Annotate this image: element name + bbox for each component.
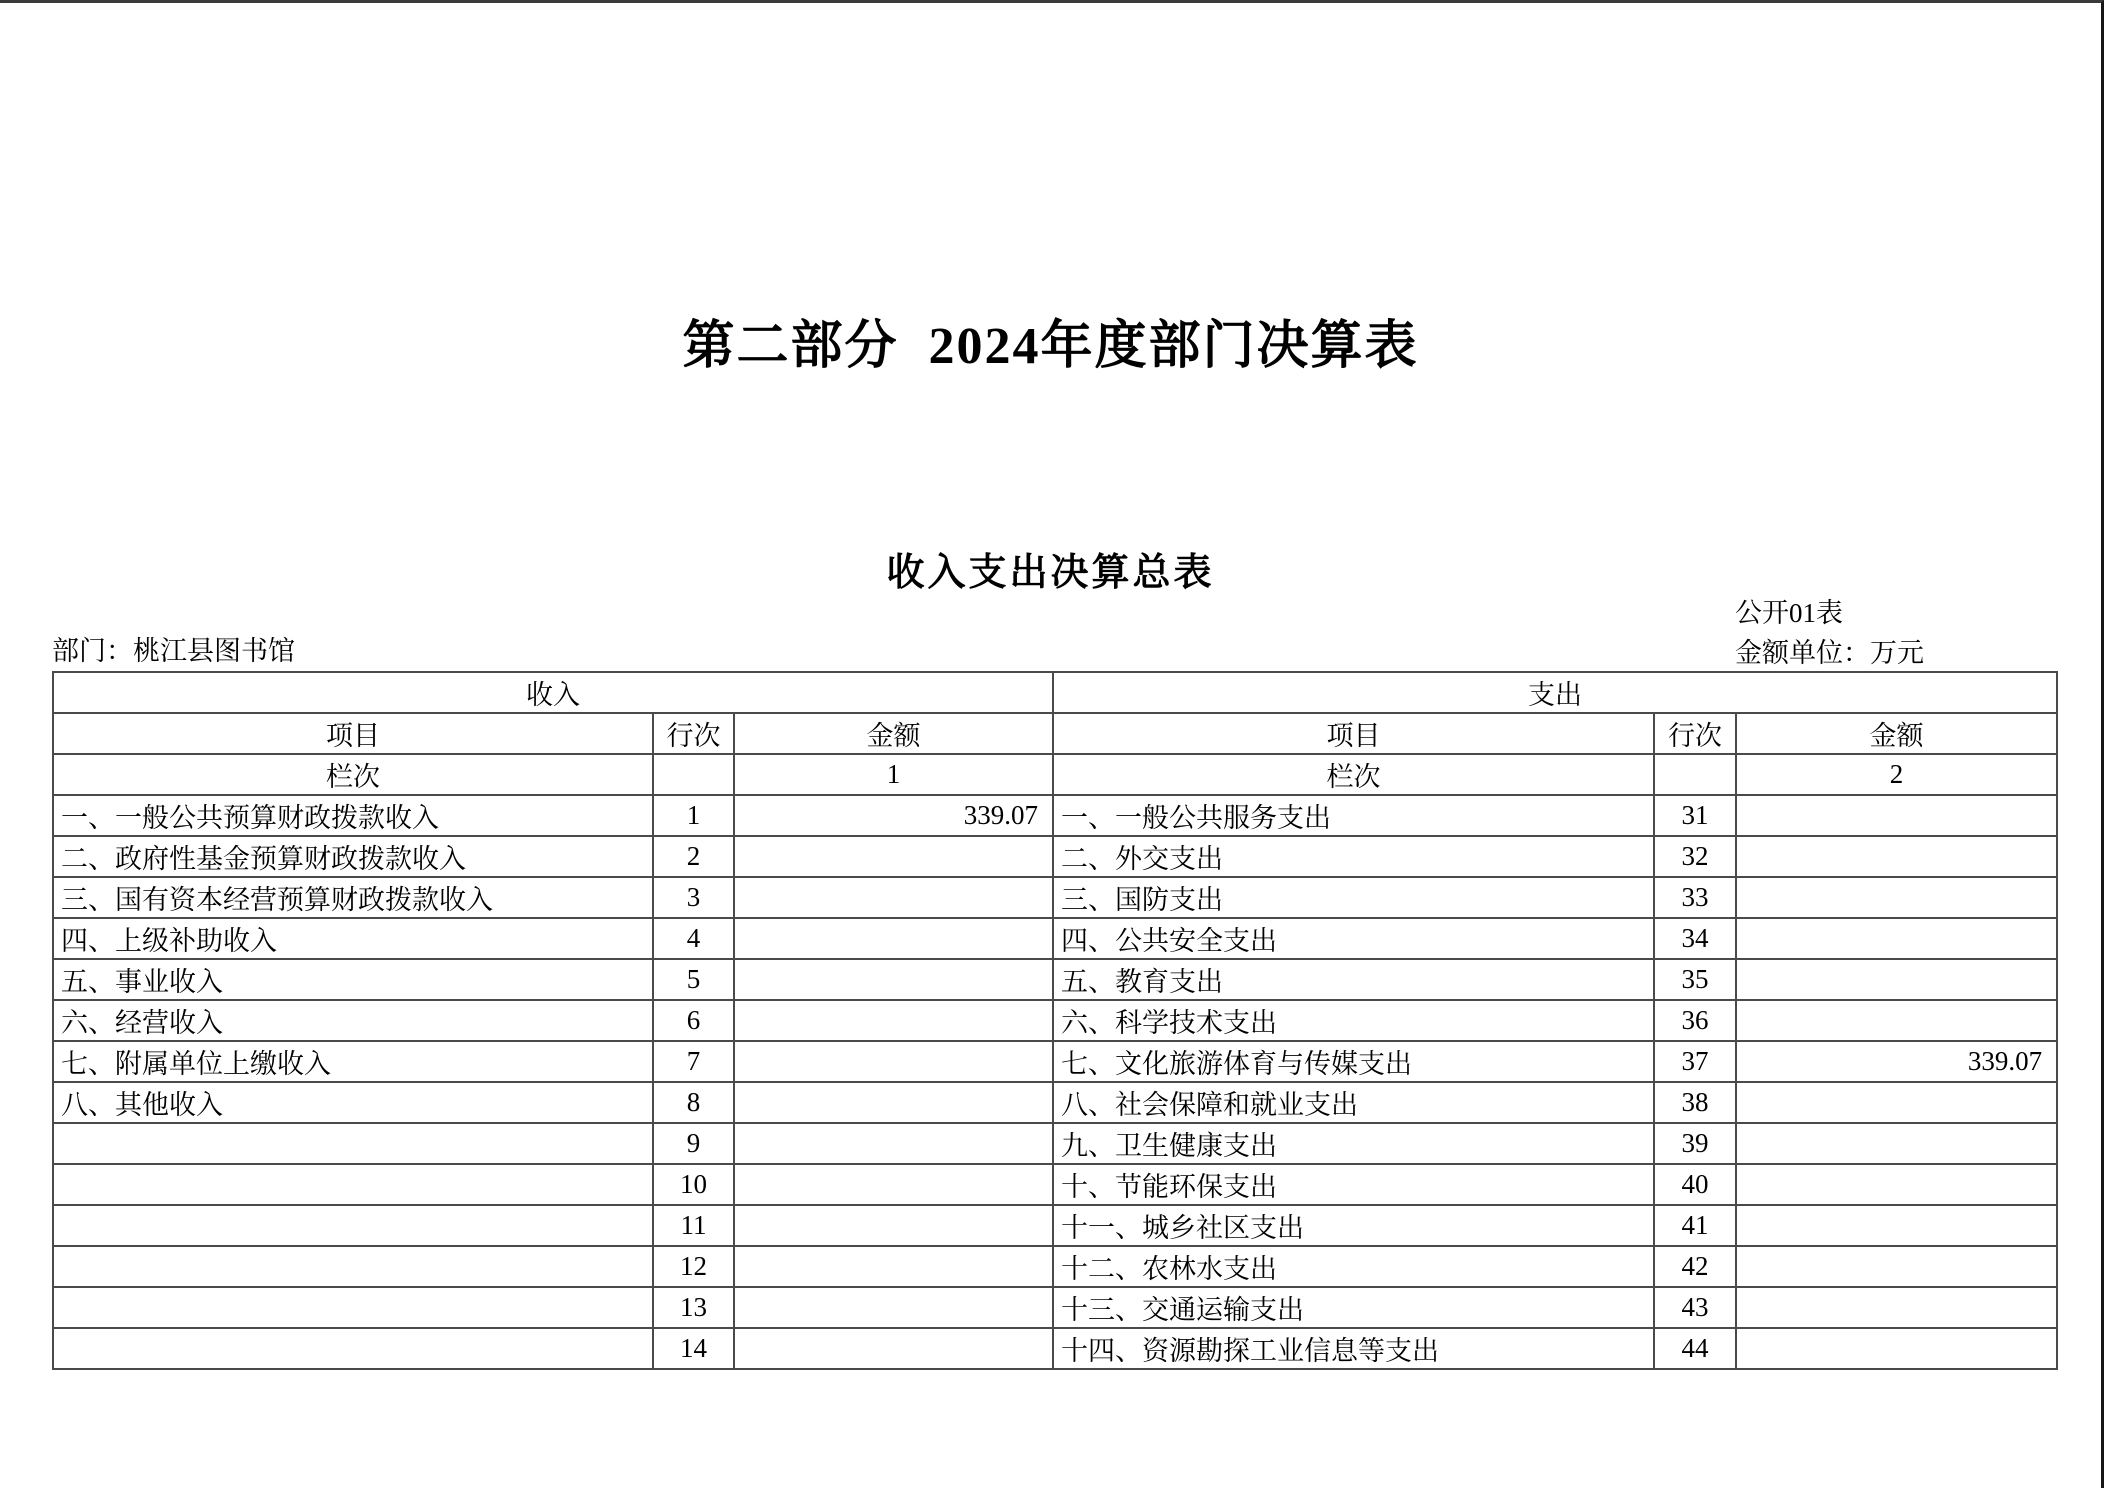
income-item-header: 项目 xyxy=(53,713,653,754)
income-item-cell xyxy=(53,1328,653,1369)
expense-item-cell: 十四、资源勘探工业信息等支出 xyxy=(1053,1328,1654,1369)
income-item-cell xyxy=(53,1164,653,1205)
expense-amount-cell xyxy=(1736,1082,2057,1123)
expense-index-label: 栏次 xyxy=(1053,754,1654,795)
expense-rowno-cell: 40 xyxy=(1654,1164,1736,1205)
expense-item-cell: 一、一般公共服务支出 xyxy=(1053,795,1654,836)
expense-rowno-cell: 41 xyxy=(1654,1205,1736,1246)
income-item-cell: 二、政府性基金预算财政拨款收入 xyxy=(53,836,653,877)
income-amount-cell xyxy=(734,1082,1053,1123)
expense-rowno-cell: 31 xyxy=(1654,795,1736,836)
income-amount-cell xyxy=(734,918,1053,959)
income-rowno-header: 行次 xyxy=(653,713,734,754)
expense-amount-cell xyxy=(1736,795,2057,836)
expense-amount-cell xyxy=(1736,1246,2057,1287)
income-rowno-cell: 8 xyxy=(653,1082,734,1123)
expense-item-cell: 十二、农林水支出 xyxy=(1053,1246,1654,1287)
income-rowno-cell: 14 xyxy=(653,1328,734,1369)
table-row xyxy=(53,959,2057,1000)
column-index-row xyxy=(53,754,2057,795)
department-label: 部门：桃江县图书馆 xyxy=(52,636,295,666)
expense-item-cell: 九、卫生健康支出 xyxy=(1053,1123,1654,1164)
expense-amount-cell: 339.07 xyxy=(1736,1041,2057,1082)
expense-item-cell: 十一、城乡社区支出 xyxy=(1053,1205,1654,1246)
income-amount-cell: 339.07 xyxy=(734,795,1053,836)
income-item-cell: 三、国有资本经营预算财政拨款收入 xyxy=(53,877,653,918)
income-amount-cell xyxy=(734,1000,1053,1041)
table-row xyxy=(53,1000,2057,1041)
expense-item-cell: 五、教育支出 xyxy=(1053,959,1654,1000)
expense-rowno-cell: 35 xyxy=(1654,959,1736,1000)
income-rowno-cell: 4 xyxy=(653,918,734,959)
income-rowno-cell: 13 xyxy=(653,1287,734,1328)
expense-rowno-cell: 43 xyxy=(1654,1287,1736,1328)
income-index-label: 栏次 xyxy=(53,754,653,795)
expense-amount-cell xyxy=(1736,877,2057,918)
income-index-blank xyxy=(653,754,734,795)
income-amount-cell xyxy=(734,1328,1053,1369)
income-amount-cell xyxy=(734,959,1053,1000)
expense-amount-cell xyxy=(1736,1328,2057,1369)
income-amount-cell xyxy=(734,1041,1053,1082)
expense-item-cell: 十三、交通运输支出 xyxy=(1053,1287,1654,1328)
expense-rowno-cell: 37 xyxy=(1654,1041,1736,1082)
table-row xyxy=(53,795,2057,836)
table-row xyxy=(53,1082,2057,1123)
expense-item-cell: 四、公共安全支出 xyxy=(1053,918,1654,959)
income-item-cell: 五、事业收入 xyxy=(53,959,653,1000)
document-title: 第二部分 2024年度部门决算表 xyxy=(682,318,1419,375)
income-amount-cell xyxy=(734,1246,1053,1287)
income-amount-cell xyxy=(734,877,1053,918)
expense-index-blank xyxy=(1654,754,1736,795)
expense-amount-cell xyxy=(1736,1205,2057,1246)
income-rowno-cell: 10 xyxy=(653,1164,734,1205)
expense-rowno-cell: 36 xyxy=(1654,1000,1736,1041)
income-rowno-cell: 9 xyxy=(653,1123,734,1164)
income-amount-cell xyxy=(734,836,1053,877)
income-rowno-cell: 2 xyxy=(653,836,734,877)
income-item-cell xyxy=(53,1205,653,1246)
expense-rowno-cell: 34 xyxy=(1654,918,1736,959)
table-row xyxy=(53,877,2057,918)
table-row xyxy=(53,1205,2057,1246)
table-code: 公开01表 xyxy=(1735,598,1843,628)
income-rowno-cell: 1 xyxy=(653,795,734,836)
income-amount-cell xyxy=(734,1205,1053,1246)
expense-rowno-cell: 44 xyxy=(1654,1328,1736,1369)
table-row xyxy=(53,918,2057,959)
income-amount-cell xyxy=(734,1287,1053,1328)
income-item-cell xyxy=(53,1287,653,1328)
table-row xyxy=(53,1041,2057,1082)
expense-amount-cell xyxy=(1736,1000,2057,1041)
expense-item-cell: 十、节能环保支出 xyxy=(1053,1164,1654,1205)
expense-amount-cell xyxy=(1736,1123,2057,1164)
expense-rowno-cell: 32 xyxy=(1654,836,1736,877)
income-item-cell: 七、附属单位上缴收入 xyxy=(53,1041,653,1082)
expense-col-index: 2 xyxy=(1736,754,2057,795)
expense-amount-cell xyxy=(1736,836,2057,877)
income-rowno-cell: 12 xyxy=(653,1246,734,1287)
expense-rowno-cell: 38 xyxy=(1654,1082,1736,1123)
income-item-cell: 一、一般公共预算财政拨款收入 xyxy=(53,795,653,836)
table-row xyxy=(53,1164,2057,1205)
income-rowno-cell: 11 xyxy=(653,1205,734,1246)
table-row xyxy=(53,1246,2057,1287)
expense-item-cell: 六、科学技术支出 xyxy=(1053,1000,1654,1041)
expense-amount-cell xyxy=(1736,918,2057,959)
expense-amount-cell xyxy=(1736,1164,2057,1205)
income-amount-cell xyxy=(734,1123,1053,1164)
expense-item-cell: 八、社会保障和就业支出 xyxy=(1053,1082,1654,1123)
income-amount-cell xyxy=(734,1164,1053,1205)
table-row xyxy=(53,836,2057,877)
table-title: 收入支出决算总表 xyxy=(886,552,1215,594)
table-row xyxy=(53,1123,2057,1164)
unit-label: 金额单位：万元 xyxy=(1735,638,1924,668)
income-item-cell: 六、经营收入 xyxy=(53,1000,653,1041)
table-row xyxy=(53,1287,2057,1328)
income-amount-header: 金额 xyxy=(734,713,1053,754)
expense-rowno-cell: 42 xyxy=(1654,1246,1736,1287)
income-item-cell: 四、上级补助收入 xyxy=(53,918,653,959)
income-rowno-cell: 3 xyxy=(653,877,734,918)
expense-rowno-cell: 33 xyxy=(1654,877,1736,918)
income-item-cell xyxy=(53,1246,653,1287)
budget-summary-table xyxy=(52,671,2058,1370)
table-row xyxy=(53,1328,2057,1369)
expense-rowno-cell: 39 xyxy=(1654,1123,1736,1164)
income-section-header: 收入 xyxy=(53,672,1053,713)
expense-item-cell: 七、文化旅游体育与传媒支出 xyxy=(1053,1041,1654,1082)
expense-amount-cell xyxy=(1736,1287,2057,1328)
expense-amount-cell xyxy=(1736,959,2057,1000)
income-item-cell xyxy=(53,1123,653,1164)
income-item-cell: 八、其他收入 xyxy=(53,1082,653,1123)
section-header-row xyxy=(53,672,2057,713)
table-meta xyxy=(1735,593,1924,673)
expense-amount-header: 金额 xyxy=(1736,713,2057,754)
column-header-row xyxy=(53,713,2057,754)
income-rowno-cell: 7 xyxy=(653,1041,734,1082)
income-rowno-cell: 5 xyxy=(653,959,734,1000)
income-col-index: 1 xyxy=(734,754,1053,795)
expense-item-header: 项目 xyxy=(1053,713,1654,754)
income-rowno-cell: 6 xyxy=(653,1000,734,1041)
expense-item-cell: 二、外交支出 xyxy=(1053,836,1654,877)
expense-rowno-header: 行次 xyxy=(1654,713,1736,754)
expense-section-header: 支出 xyxy=(1053,672,2057,713)
expense-item-cell: 三、国防支出 xyxy=(1053,877,1654,918)
